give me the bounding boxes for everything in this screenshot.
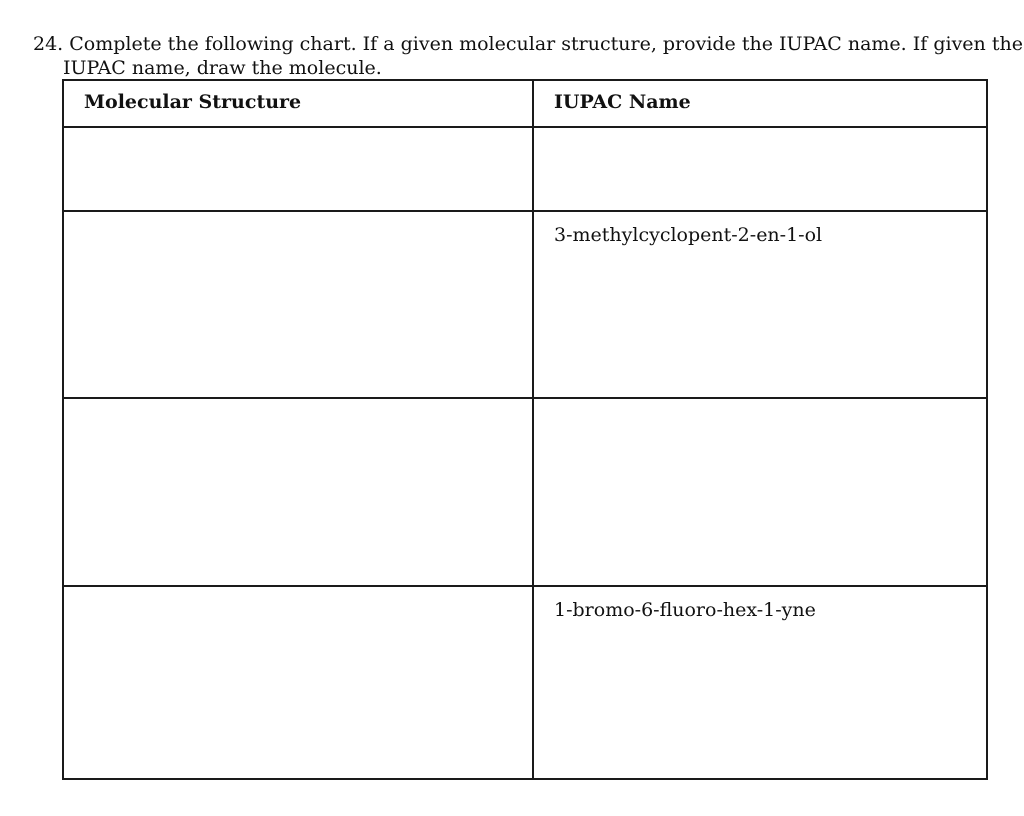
- header-molecular-structure: Molecular Structure: [63, 80, 533, 127]
- question-line-2: IUPAC name, draw the molecule.: [63, 57, 382, 79]
- table-row: [63, 211, 987, 398]
- iupac-name-cell[interactable]: 1-bromo-6-fluoro-hex-1-yne: [533, 586, 987, 779]
- iupac-name-cell[interactable]: 3-methylcyclopent-2-en-1-ol: [533, 211, 987, 398]
- structure-cell[interactable]: [63, 586, 533, 779]
- structure-cell[interactable]: [63, 398, 533, 586]
- question-prompt: [33, 32, 1023, 80]
- header-iupac-name: IUPAC Name: [533, 80, 987, 127]
- chart-header-row: [63, 80, 987, 127]
- table-row: [63, 586, 987, 779]
- structure-cell[interactable]: [63, 127, 533, 211]
- iupac-chart: [62, 79, 988, 780]
- iupac-name-cell[interactable]: [533, 127, 987, 211]
- table-row: [63, 127, 987, 211]
- structure-cell[interactable]: [63, 211, 533, 398]
- question-line-1: 24. Complete the following chart. If a given molecular structure, provide the IUPAC name. If given the: [33, 33, 1023, 55]
- iupac-name-cell[interactable]: [533, 398, 987, 586]
- table-row: [63, 398, 987, 586]
